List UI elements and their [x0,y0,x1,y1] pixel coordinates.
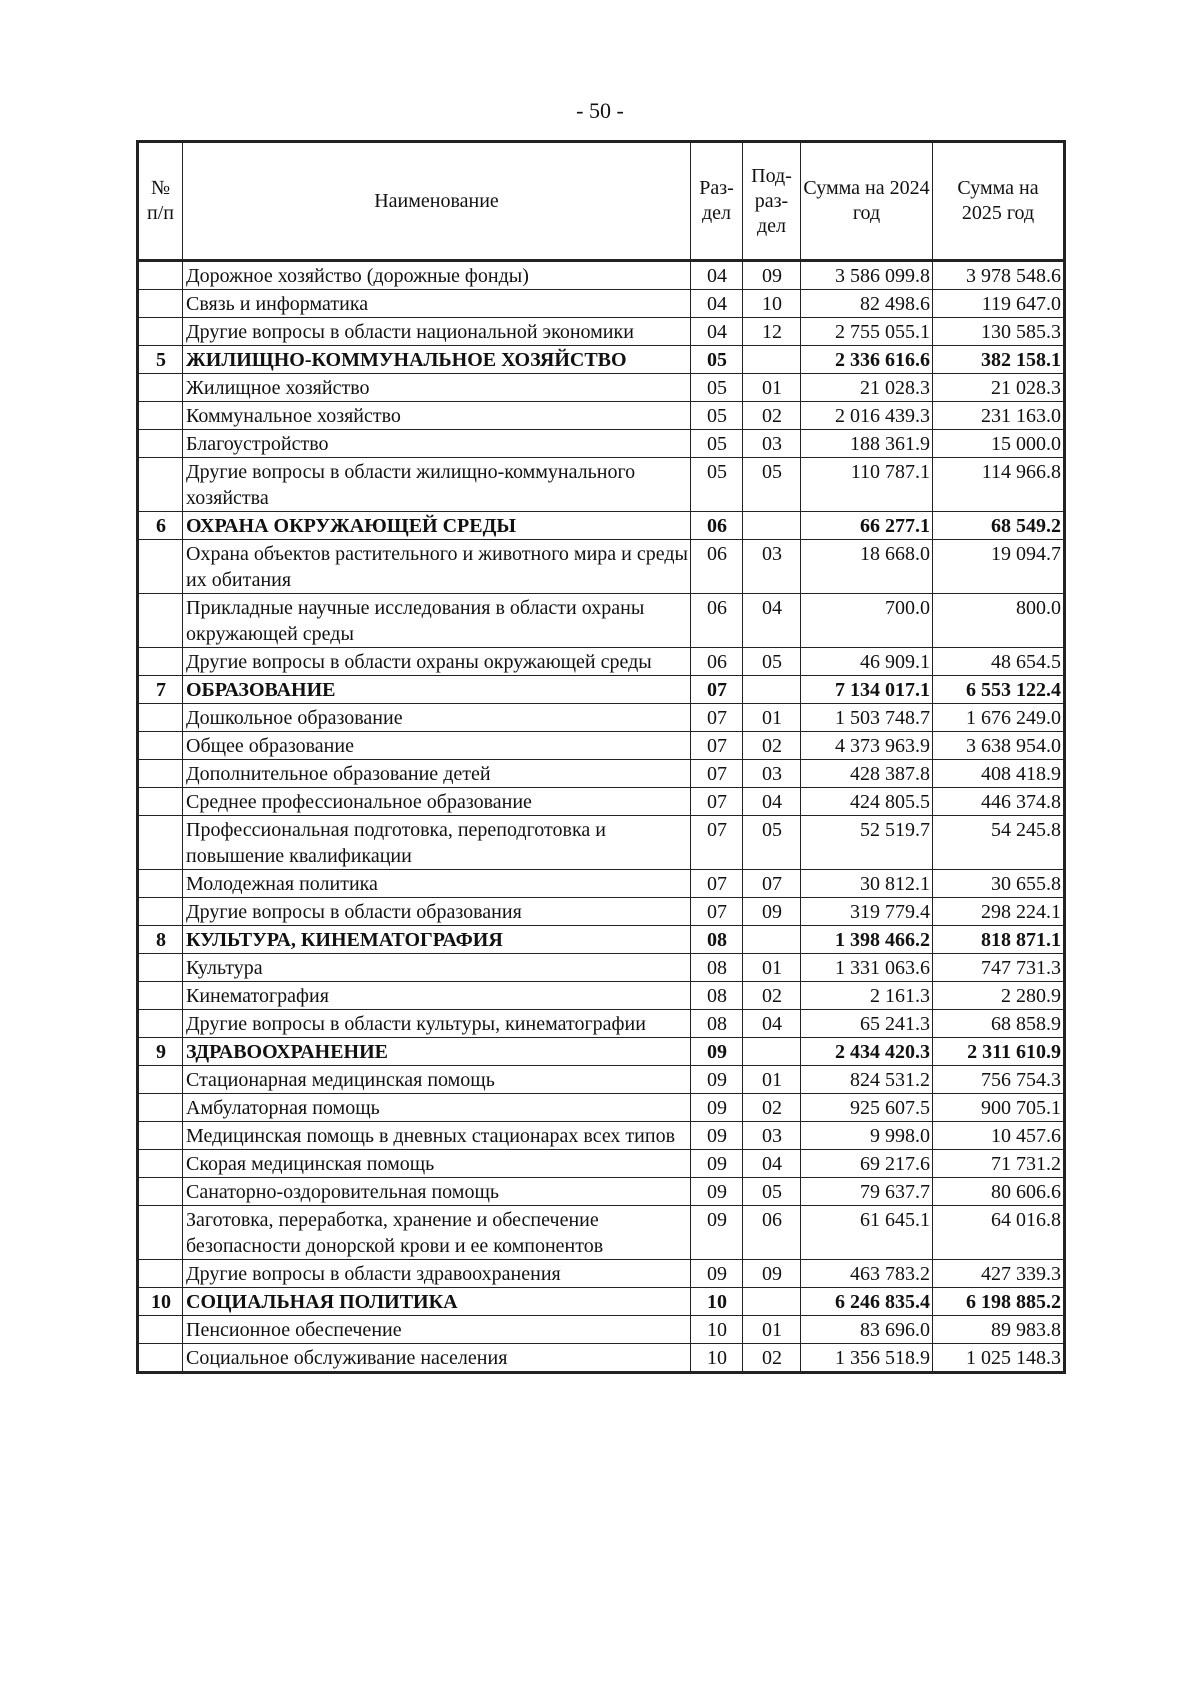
row-name: Среднее профессиональное образование [183,788,691,816]
row-name: Социальное обслуживание населения [183,1344,691,1373]
row-podrazdel: 02 [743,982,801,1010]
row-sum-2024: 1 331 063.6 [801,954,933,982]
row-name: Стационарная медицинская помощь [183,1066,691,1094]
row-sum-2024: 3 586 099.8 [801,261,933,290]
table-row [138,1178,1065,1206]
row-sum-2025: 231 163.0 [933,402,1065,430]
row-sum-2025: 130 585.3 [933,318,1065,346]
table-section-row [138,1288,1065,1316]
row-podrazdel: 03 [743,1122,801,1150]
row-name: Медицинская помощь в дневных стационарах всех типов [183,1122,691,1150]
row-number [138,430,183,458]
row-sum-2025: 48 654.5 [933,648,1065,676]
table-row [138,1010,1065,1038]
row-podrazdel: 05 [743,458,801,512]
row-name: Жилищное хозяйство [183,374,691,402]
row-razdel: 10 [691,1316,743,1344]
row-name: Охрана объектов растительного и животного мира и среды их обитания [183,540,691,594]
row-sum-2024: 65 241.3 [801,1010,933,1038]
row-number [138,1260,183,1288]
row-name: ЖИЛИЩНО-КОММУНАЛЬНОЕ ХОЗЯЙСТВО [183,346,691,374]
row-podrazdel: 10 [743,290,801,318]
row-podrazdel: 02 [743,1344,801,1373]
row-podrazdel: 01 [743,374,801,402]
row-razdel: 07 [691,870,743,898]
row-razdel: 06 [691,648,743,676]
row-number: 7 [138,676,183,704]
row-name: Прикладные научные исследования в области охраны окружающей среды [183,594,691,648]
row-sum-2025: 900 705.1 [933,1094,1065,1122]
table-row [138,540,1065,594]
budget-table [136,140,1066,1374]
row-razdel: 09 [691,1150,743,1178]
row-razdel: 09 [691,1094,743,1122]
table-row [138,788,1065,816]
row-podrazdel [743,676,801,704]
table-row [138,982,1065,1010]
row-number: 5 [138,346,183,374]
row-podrazdel: 04 [743,1150,801,1178]
row-name: Другие вопросы в области культуры, кинематографии [183,1010,691,1038]
row-number: 10 [138,1288,183,1316]
row-razdel: 09 [691,1122,743,1150]
row-number [138,816,183,870]
row-sum-2024: 925 607.5 [801,1094,933,1122]
row-sum-2024: 2 434 420.3 [801,1038,933,1066]
row-podrazdel: 04 [743,788,801,816]
row-sum-2025: 6 553 122.4 [933,676,1065,704]
row-sum-2024: 1 356 518.9 [801,1344,933,1373]
row-podrazdel: 02 [743,732,801,760]
table-section-row [138,676,1065,704]
row-number [138,732,183,760]
row-razdel: 10 [691,1288,743,1316]
row-number [138,760,183,788]
row-number [138,318,183,346]
row-name: ОХРАНА ОКРУЖАЮЩЕЙ СРЕДЫ [183,512,691,540]
table-section-row [138,1038,1065,1066]
row-name: ОБРАЗОВАНИЕ [183,676,691,704]
row-number [138,1178,183,1206]
row-number [138,458,183,512]
row-podrazdel: 02 [743,402,801,430]
row-razdel: 06 [691,512,743,540]
table-section-row [138,926,1065,954]
row-number [138,898,183,926]
row-sum-2025: 6 198 885.2 [933,1288,1065,1316]
row-sum-2024: 79 637.7 [801,1178,933,1206]
row-name: Коммунальное хозяйство [183,402,691,430]
row-sum-2024: 2 336 616.6 [801,346,933,374]
row-razdel: 08 [691,926,743,954]
row-name: Другие вопросы в области национальной экономики [183,318,691,346]
row-sum-2025: 21 028.3 [933,374,1065,402]
row-name: Дополнительное образование детей [183,760,691,788]
row-podrazdel: 03 [743,430,801,458]
row-podrazdel [743,1038,801,1066]
table-row [138,898,1065,926]
row-number [138,788,183,816]
row-number [138,1150,183,1178]
row-razdel: 09 [691,1178,743,1206]
row-sum-2024: 4 373 963.9 [801,732,933,760]
row-number [138,402,183,430]
row-podrazdel: 06 [743,1206,801,1260]
table-section-row [138,512,1065,540]
row-podrazdel: 03 [743,540,801,594]
row-razdel: 09 [691,1038,743,1066]
row-number [138,954,183,982]
row-sum-2025: 10 457.6 [933,1122,1065,1150]
row-sum-2025: 68 858.9 [933,1010,1065,1038]
row-sum-2024: 824 531.2 [801,1066,933,1094]
row-sum-2025: 298 224.1 [933,898,1065,926]
row-razdel: 07 [691,898,743,926]
row-sum-2024: 46 909.1 [801,648,933,676]
row-number [138,1122,183,1150]
row-name: Кинематография [183,982,691,1010]
row-number: 6 [138,512,183,540]
row-sum-2024: 188 361.9 [801,430,933,458]
row-razdel: 07 [691,816,743,870]
row-podrazdel [743,346,801,374]
row-podrazdel [743,1288,801,1316]
row-razdel: 05 [691,374,743,402]
row-podrazdel: 12 [743,318,801,346]
table-row [138,648,1065,676]
row-podrazdel: 05 [743,648,801,676]
row-sum-2025: 3 978 548.6 [933,261,1065,290]
row-number [138,1094,183,1122]
header-sum-2025: Сумма на 2025 год [933,142,1065,261]
row-name: Другие вопросы в области здравоохранения [183,1260,691,1288]
row-name: Профессиональная подготовка, переподготовка и повышение квалификации [183,816,691,870]
row-number [138,374,183,402]
row-number [138,982,183,1010]
row-sum-2024: 428 387.8 [801,760,933,788]
row-podrazdel: 07 [743,870,801,898]
row-razdel: 07 [691,732,743,760]
row-razdel: 04 [691,290,743,318]
row-razdel: 08 [691,954,743,982]
row-podrazdel: 09 [743,898,801,926]
row-name: Санаторно-оздоровительная помощь [183,1178,691,1206]
row-sum-2025: 64 016.8 [933,1206,1065,1260]
row-name: Заготовка, переработка, хранение и обеспечение безопасности донорской крови и ее компонентов [183,1206,691,1260]
row-razdel: 08 [691,1010,743,1038]
row-podrazdel: 09 [743,1260,801,1288]
table-row [138,430,1065,458]
row-name: Дорожное хозяйство (дорожные фонды) [183,261,691,290]
row-number [138,1066,183,1094]
row-name: ЗДРАВООХРАНЕНИЕ [183,1038,691,1066]
row-podrazdel: 09 [743,261,801,290]
row-sum-2025: 818 871.1 [933,926,1065,954]
row-name: Другие вопросы в области жилищно-коммунального хозяйства [183,458,691,512]
table-row [138,732,1065,760]
header-name: Наименование [183,142,691,261]
row-sum-2025: 30 655.8 [933,870,1065,898]
row-sum-2024: 1 398 466.2 [801,926,933,954]
row-sum-2025: 68 549.2 [933,512,1065,540]
row-sum-2024: 69 217.6 [801,1150,933,1178]
row-sum-2025: 2 280.9 [933,982,1065,1010]
row-name: Другие вопросы в области охраны окружающей среды [183,648,691,676]
row-name: Молодежная политика [183,870,691,898]
row-name: Дошкольное образование [183,704,691,732]
row-razdel: 07 [691,704,743,732]
row-sum-2025: 71 731.2 [933,1150,1065,1178]
row-sum-2024: 30 812.1 [801,870,933,898]
row-sum-2025: 114 966.8 [933,458,1065,512]
table-section-row [138,346,1065,374]
row-name: Амбулаторная помощь [183,1094,691,1122]
header-podrazdel: Под-раз-дел [743,142,801,261]
row-sum-2025: 446 374.8 [933,788,1065,816]
table-row [138,261,1065,290]
table-row [138,594,1065,648]
row-podrazdel: 04 [743,594,801,648]
row-name: Скорая медицинская помощь [183,1150,691,1178]
page-number: - 50 - [576,98,624,123]
row-razdel: 05 [691,346,743,374]
row-sum-2025: 1 025 148.3 [933,1344,1065,1373]
table-row [138,1066,1065,1094]
row-sum-2024: 1 503 748.7 [801,704,933,732]
row-razdel: 05 [691,402,743,430]
table-row [138,1344,1065,1373]
row-sum-2025: 408 418.9 [933,760,1065,788]
row-name: Культура [183,954,691,982]
row-sum-2025: 382 158.1 [933,346,1065,374]
row-number [138,594,183,648]
row-sum-2025: 119 647.0 [933,290,1065,318]
row-sum-2024: 18 668.0 [801,540,933,594]
row-podrazdel [743,512,801,540]
row-name: Благоустройство [183,430,691,458]
row-razdel: 07 [691,760,743,788]
row-sum-2024: 9 998.0 [801,1122,933,1150]
row-podrazdel: 01 [743,954,801,982]
row-name: Связь и информатика [183,290,691,318]
header-sum-2024: Сумма на 2024 год [801,142,933,261]
row-number [138,261,183,290]
row-razdel: 05 [691,430,743,458]
row-sum-2024: 21 028.3 [801,374,933,402]
row-sum-2024: 2 755 055.1 [801,318,933,346]
row-name: Общее образование [183,732,691,760]
row-number [138,648,183,676]
row-podrazdel: 03 [743,760,801,788]
row-sum-2024: 2 161.3 [801,982,933,1010]
row-number [138,1206,183,1260]
table-row [138,318,1065,346]
row-sum-2024: 82 498.6 [801,290,933,318]
table-row [138,458,1065,512]
row-sum-2024: 110 787.1 [801,458,933,512]
row-razdel: 06 [691,594,743,648]
row-sum-2024: 52 519.7 [801,816,933,870]
row-sum-2024: 2 016 439.3 [801,402,933,430]
row-sum-2025: 80 606.6 [933,1178,1065,1206]
row-number [138,1316,183,1344]
row-sum-2024: 66 277.1 [801,512,933,540]
row-razdel: 10 [691,1344,743,1373]
row-number [138,870,183,898]
row-razdel: 09 [691,1066,743,1094]
row-sum-2024: 7 134 017.1 [801,676,933,704]
row-podrazdel: 01 [743,1316,801,1344]
row-number [138,540,183,594]
table-row [138,954,1065,982]
row-sum-2025: 19 094.7 [933,540,1065,594]
table-row [138,1206,1065,1260]
row-podrazdel [743,926,801,954]
row-sum-2025: 2 311 610.9 [933,1038,1065,1066]
row-razdel: 05 [691,458,743,512]
row-podrazdel: 01 [743,1066,801,1094]
table-row [138,290,1065,318]
row-razdel: 04 [691,261,743,290]
row-razdel: 09 [691,1206,743,1260]
row-sum-2025: 427 339.3 [933,1260,1065,1288]
table-row [138,1260,1065,1288]
row-podrazdel: 01 [743,704,801,732]
row-razdel: 04 [691,318,743,346]
row-sum-2024: 6 246 835.4 [801,1288,933,1316]
row-sum-2025: 756 754.3 [933,1066,1065,1094]
table-row [138,1094,1065,1122]
table-row [138,816,1065,870]
row-sum-2025: 800.0 [933,594,1065,648]
header-razdel: Раз-дел [691,142,743,261]
table-row [138,870,1065,898]
header-num: № п/п [138,142,183,261]
row-sum-2024: 319 779.4 [801,898,933,926]
row-sum-2025: 1 676 249.0 [933,704,1065,732]
row-razdel: 07 [691,676,743,704]
row-name: КУЛЬТУРА, КИНЕМАТОГРАФИЯ [183,926,691,954]
row-sum-2025: 15 000.0 [933,430,1065,458]
row-sum-2025: 3 638 954.0 [933,732,1065,760]
row-sum-2024: 61 645.1 [801,1206,933,1260]
table-row [138,402,1065,430]
row-sum-2025: 54 245.8 [933,816,1065,870]
row-number: 9 [138,1038,183,1066]
row-podrazdel: 04 [743,1010,801,1038]
table-header-row [138,142,1065,261]
row-razdel: 08 [691,982,743,1010]
table-row [138,760,1065,788]
table-row [138,1150,1065,1178]
row-sum-2024: 700.0 [801,594,933,648]
row-number [138,1010,183,1038]
table-row [138,704,1065,732]
row-razdel: 07 [691,788,743,816]
row-name: Пенсионное обеспечение [183,1316,691,1344]
row-number [138,1344,183,1373]
row-podrazdel: 02 [743,1094,801,1122]
row-sum-2024: 83 696.0 [801,1316,933,1344]
row-razdel: 06 [691,540,743,594]
table-row [138,374,1065,402]
row-podrazdel: 05 [743,1178,801,1206]
table-row [138,1122,1065,1150]
row-sum-2025: 89 983.8 [933,1316,1065,1344]
row-sum-2024: 424 805.5 [801,788,933,816]
row-number [138,704,183,732]
row-sum-2025: 747 731.3 [933,954,1065,982]
row-podrazdel: 05 [743,816,801,870]
row-name: Другие вопросы в области образования [183,898,691,926]
row-number: 8 [138,926,183,954]
row-sum-2024: 463 783.2 [801,1260,933,1288]
row-number [138,290,183,318]
table-row [138,1316,1065,1344]
row-razdel: 09 [691,1260,743,1288]
row-name: СОЦИАЛЬНАЯ ПОЛИТИКА [183,1288,691,1316]
